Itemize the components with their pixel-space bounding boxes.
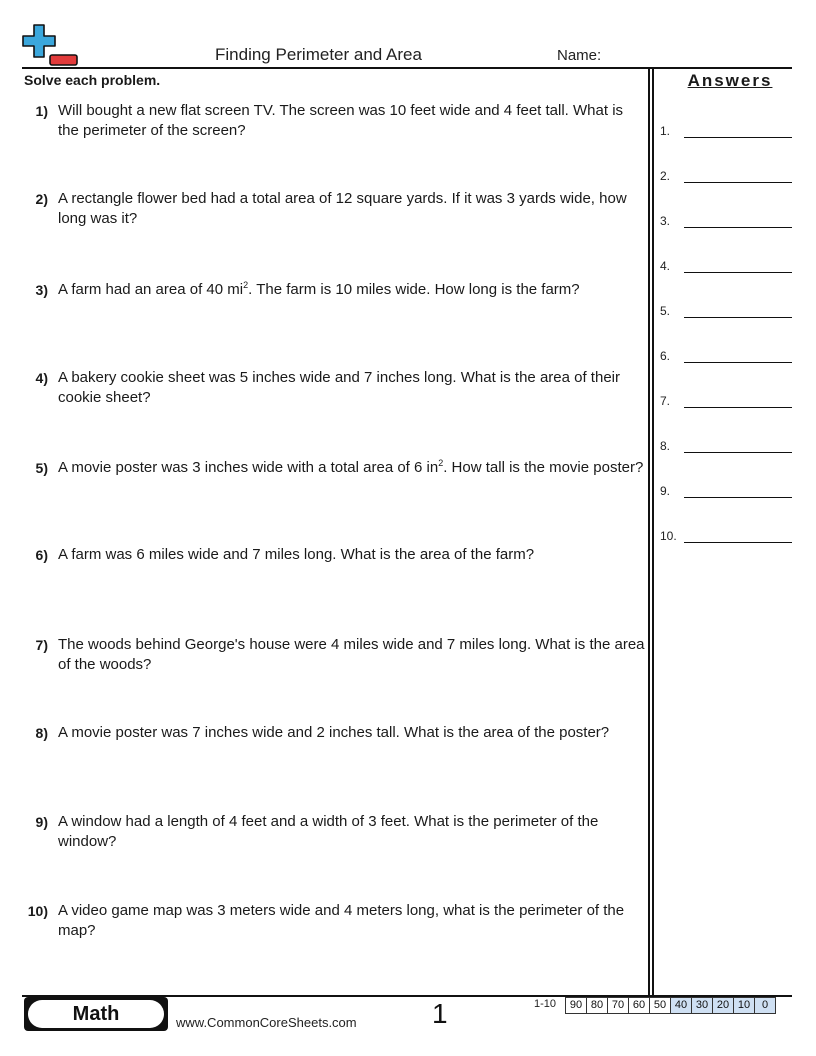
answer-row xyxy=(660,167,792,187)
problem-number: 2) xyxy=(35,191,48,207)
problem-number: 1) xyxy=(35,103,48,119)
answer-number: 3. xyxy=(660,214,671,228)
score-cell: 40 xyxy=(670,998,691,1013)
score-table xyxy=(565,997,776,1014)
problem-text: A window had a length of 4 feet and a width of 3 feet. What is the perimeter of the window? xyxy=(58,813,599,850)
answer-row xyxy=(660,212,792,232)
problem-text-end: . How tall is the movie poster? xyxy=(443,459,644,476)
answer-number: 5. xyxy=(660,304,671,318)
problem-number: 10) xyxy=(27,903,48,919)
problem-text-start: A movie poster was 3 inches wide with a total area of 6 in xyxy=(58,459,439,476)
score-cell: 10 xyxy=(733,998,754,1013)
problem-text xyxy=(58,458,648,478)
answer-row xyxy=(660,527,792,547)
answer-number: 10. xyxy=(660,529,677,543)
answer-row xyxy=(660,122,792,142)
problem-number: 8) xyxy=(35,725,48,741)
score-cell: 60 xyxy=(628,998,649,1013)
answer-blank[interactable] xyxy=(684,227,792,228)
problem-text: A bakery cookie sheet was 5 inches wide and 7 inches long. What is the area of their cookie sheet? xyxy=(58,369,620,406)
answer-number: 8. xyxy=(660,439,671,453)
answer-number: 4. xyxy=(660,259,671,273)
score-cell: 70 xyxy=(607,998,628,1013)
problem-text-start: A farm had an area of 40 mi xyxy=(58,281,244,298)
problem-number: 3) xyxy=(35,282,48,298)
website-link[interactable]: www.CommonCoreSheets.com xyxy=(176,1015,357,1030)
answer-blank[interactable] xyxy=(684,362,792,363)
plus-minus-logo-icon xyxy=(22,24,80,68)
answer-blank[interactable] xyxy=(684,272,792,273)
answer-number: 9. xyxy=(660,484,671,498)
score-range-label: 1-10 xyxy=(534,998,557,1010)
answer-row xyxy=(660,482,792,502)
score-cell: 80 xyxy=(586,998,607,1013)
answer-blank[interactable] xyxy=(684,452,792,453)
answer-blank[interactable] xyxy=(684,542,792,543)
answer-blank[interactable] xyxy=(684,137,792,138)
header-divider xyxy=(22,67,792,69)
answer-row xyxy=(660,392,792,412)
page-title: Finding Perimeter and Area xyxy=(215,45,422,64)
score-cell: 20 xyxy=(712,998,733,1013)
score-cell: 90 xyxy=(569,999,583,1011)
problem-number: 6) xyxy=(35,547,48,563)
subject-label: Math xyxy=(72,1003,120,1025)
problem-number: 5) xyxy=(35,460,48,476)
name-label: Name: xyxy=(557,47,602,64)
answer-number: 2. xyxy=(660,169,671,183)
answer-row xyxy=(660,437,792,457)
column-divider xyxy=(648,68,650,995)
answer-blank[interactable] xyxy=(684,407,792,408)
exponent: 2 xyxy=(243,280,249,290)
exponent: 2 xyxy=(438,458,444,468)
problem-text xyxy=(58,280,648,300)
answer-blank[interactable] xyxy=(684,497,792,498)
answer-row xyxy=(660,347,792,367)
answers-heading: Answers xyxy=(687,71,773,90)
page-number: 1 xyxy=(432,998,448,1029)
problem-number: 7) xyxy=(35,637,48,653)
score-cell: 0 xyxy=(754,998,775,1013)
answer-number: 1. xyxy=(660,124,671,138)
problem-text: A rectangle flower bed had a total area of 12 square yards. If it was 3 yards wide, how long was it? xyxy=(58,190,627,227)
score-cell: 50 xyxy=(649,998,670,1013)
answer-number: 6. xyxy=(660,349,671,363)
problem-text: Will bought a new flat screen TV. The screen was 10 feet wide and 4 feet tall. What is the perimeter of the screen? xyxy=(58,102,624,139)
answer-row xyxy=(660,302,792,322)
problem-number: 4) xyxy=(35,370,48,386)
answer-blank[interactable] xyxy=(684,317,792,318)
answer-blank[interactable] xyxy=(684,182,792,183)
instructions: Solve each problem. xyxy=(24,72,161,88)
score-cell: 30 xyxy=(691,998,712,1013)
problem-number: 9) xyxy=(35,814,48,830)
problem-text-end: . The farm is 10 miles wide. How long is the farm? xyxy=(248,281,580,298)
answer-row xyxy=(660,257,792,277)
problem-text: A farm was 6 miles wide and 7 miles long. What is the area of the farm? xyxy=(58,546,535,563)
answer-number: 7. xyxy=(660,394,671,408)
problem-text: The woods behind George's house were 4 miles wide and 7 miles long. What is the area of the woods? xyxy=(58,636,645,673)
problem-text: A video game map was 3 meters wide and 4 meters long, what is the perimeter of the map? xyxy=(58,902,625,939)
column-divider xyxy=(652,68,654,995)
problem-text: A movie poster was 7 inches wide and 2 inches tall. What is the area of the poster? xyxy=(58,724,610,741)
